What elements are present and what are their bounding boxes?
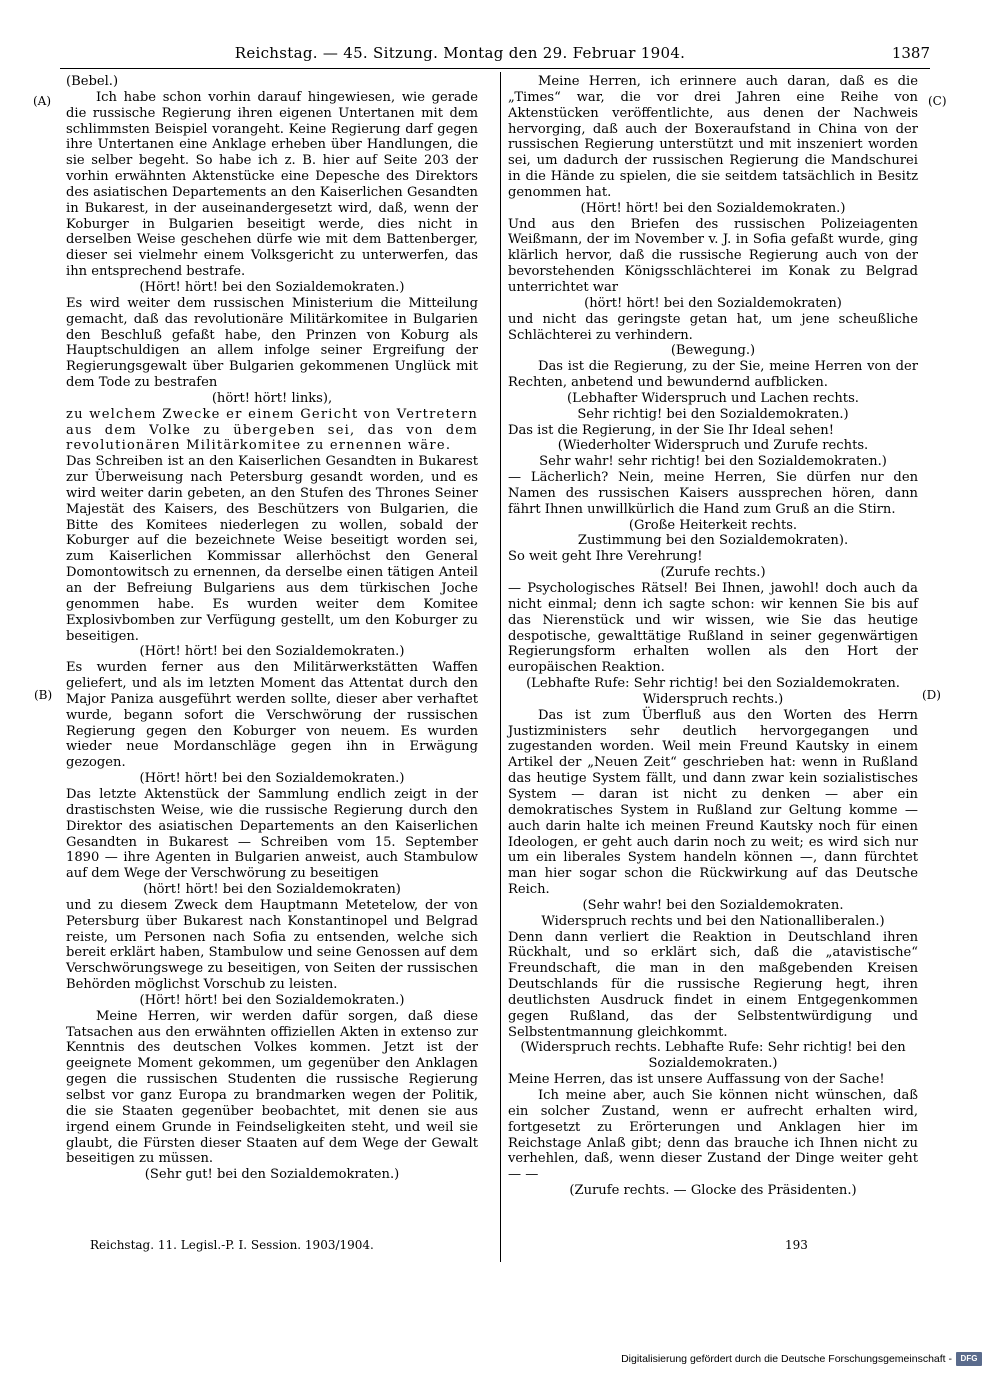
- interjection: (Wiederholter Widerspruch und Zurufe rechts.: [557, 438, 869, 454]
- paragraph: Das Schreiben ist an den Kaiserlichen Gesandten in Bukarest zur Überweisung nach Petersburg gesandt worden, und es wird weiter darin gebeten, an den Stufen des Thrones Seiner Majestät des Kaisers, des Beschützers von Bulgarien, die Bitte des Komitees niederlegen zu wollen, sobald der Koburger auf die bezeichnete Weise beseitigt worden sei, zum Kaiserlichen Kommissar allerhöchst den General Domontowitsch zu ernennen, da derselbe einen tätigen Anteil an der Befreiung Bulgariens aus dem türkischen Joche genommen habe. Es wurden weiter dem Komitee Explosivbomben zur Verfügung gestellt, um den Koburger zu beseitigen.: [66, 454, 478, 644]
- column-divider: [500, 72, 501, 1262]
- interjection: (Sehr wahr! bei den Sozialdemokraten.: [582, 897, 844, 913]
- paragraph: Es wird weiter dem russischen Ministerium die Mitteilung gemacht, daß das revolutionäre Militärkomitee in Bulgarien den Beschluß gefaßt habe, den Prinzen von Koburg als Hauptschuldigen an allem infolge seiner Ergreifung der Regierungsgewalt über Bulgarien gekommenen Unglück mit dem Tode zu bestrafen: [66, 295, 478, 391]
- paragraph: Es wurden ferner aus den Militärwerkstätten Waffen geliefert, und als im letzten Moment das Attentat durch den Major Paniza ausgeführt werden sollte, dieser aber verhaftet wurde, begann sofort die Verschwörung der russischen Regierung gegen den Koburger von neuem. Es wurden wieder neue Mordanschläge gegen ihn in Erwägung gezogen.: [66, 660, 478, 771]
- dfg-logo: DFG: [956, 1352, 982, 1366]
- footer-session-note: Reichstag. 11. Legisl.-P. I. Session. 1903/1904.: [90, 1238, 374, 1252]
- interjection: (Lebhafter Widerspruch und Lachen rechts.: [567, 390, 859, 406]
- right-column: [508, 74, 918, 1199]
- footer-signature: 193: [785, 1238, 808, 1252]
- paragraph: Das ist die Regierung, in der Sie Ihr Ideal sehen!: [508, 422, 834, 438]
- paragraph: Denn dann verliert die Reaktion in Deutschland ihren Rückhalt, und so erklärt sich, daß die „atavistische“ Freundschaft, die man in den maßgebenden Kreisen Deutschlands für die russische Regierung hegt, ihren deutlichsten Ausdruck findet in einem Entgegenkommen gegen Rußland, das der Selbstentwürdigung und Selbstentmannung gleichkommt.: [508, 929, 918, 1040]
- running-header: [60, 44, 930, 70]
- paragraph: zu welchem Zwecke er einem Gericht von Vertretern aus dem Volke zu übergeben sei, das von dem revolutionären Militärkomitee zu ernennen wäre.: [66, 406, 478, 454]
- interjection: (Sehr gut! bei den Sozialdemokraten.): [144, 1167, 400, 1183]
- dfg-funding-note: [621, 1352, 982, 1366]
- interjection: (Lebhafte Rufe: Sehr richtig! bei den Sozialdemokraten.: [526, 676, 900, 692]
- interjection: (Hört! hört! bei den Sozialdemokraten.): [580, 200, 846, 216]
- paragraph: Meine Herren, wir werden dafür sorgen, daß diese Tatsachen aus den erwähnten offiziellen Akten in extenso zur Kenntnis des deutschen Volkes kommen. Jetzt ist der geeignete Moment gekommen, um gegenüber den Anklagen gegen die russischen Studenten die russische Regierung selbst vor ganz Europa zu brandmarken wegen der Politik, die sie Staaten gegenüber beobachtet, mit denen sie aus irgend einem Grunde in Feindseligkeiten steht, und weil sie glaubt, die Fürsten dieser Staaten auf dem Wege der Gewalt beseitigen zu müssen.: [66, 1008, 478, 1167]
- interjection: Widerspruch rechts und bei den Nationalliberalen.): [541, 913, 885, 929]
- paragraph: Das letzte Aktenstück der Sammlung endlich zeigt in der drastischsten Weise, wie die russische Regierung durch den Direktor des asiatischen Departements an den Kaiserlichen Gesandten in Bukarest — Schreiben vom 15. September 1890 — ihre Agenten in Bulgarien anweist, auch Stambulow auf dem Wege der Verschwörung zu beseitigen: [66, 786, 478, 882]
- interjection: (Hört! hört! bei den Sozialdemokraten.): [139, 279, 405, 295]
- interjection: (Hört! hört! bei den Sozialdemokraten.): [139, 771, 405, 787]
- interjection: (hört! hört! bei den Sozialdemokraten): [584, 295, 842, 311]
- interjection: (Widerspruch rechts. Lebhafte Rufe: Sehr richtig! bei den Sozialdemokraten.): [520, 1040, 906, 1072]
- interjection: Sehr wahr! sehr richtig! bei den Sozialdemokraten.): [539, 454, 887, 470]
- interjection: Sehr richtig! bei den Sozialdemokraten.): [577, 406, 849, 422]
- paragraph: Ich habe schon vorhin darauf hingewiesen, wie gerade die russische Regierung ihren eigenen Untertanen mit dem schlimmsten Beispiel vorangeht. Keine Regierung darf gegen ihre Untertanen eine Anklage erheben über Handlungen, die sie selber begeht. So habe ich z. B. hier auf Seite 203 der vorhin erwähnten Aktenstücke eine Depesche des Direktors des asiatischen Departements an den Kaiserlichen Gesandten in Bukarest, in der auseinandergesetzt wird, daß, wenn der Koburger in Bulgarien beseitigt werde, dies nicht in derselben Weise geschehen dürfe wie mit dem Battenberger, dieser sei vielmehr einem Volksgericht zu unterwerfen, das ihn entsprechend bestrafe.: [66, 89, 478, 280]
- paragraph: Das ist die Regierung, zu der Sie, meine Herren von der Rechten, anbetend und bewundernd aufblicken.: [508, 359, 918, 391]
- paragraph: und nicht das geringste getan hat, um jene scheußliche Schlächterei zu verhindern.: [508, 311, 918, 343]
- interjection: (hört! hört! bei den Sozialdemokraten): [143, 882, 401, 898]
- interjection: Zustimmung bei den Sozialdemokraten).: [577, 533, 849, 549]
- interjection: (Bewegung.): [670, 343, 756, 359]
- paragraph: Ich meine aber, auch Sie können nicht wünschen, daß ein solcher Zustand, wenn er aufrecht erhalten wird, fortgesetzt zu Erörterungen und Anklagen hier im Reichstage Anlaß gibt; denn das brauche ich Ihnen nicht zu verhehlen, daß, wenn dieser Zustand der Dinge weiter geht — —: [508, 1088, 918, 1183]
- margin-mark-d: (D): [922, 688, 941, 702]
- running-head-title: Reichstag. — 45. Sitzung. Montag den 29. Februar 1904.: [234, 44, 686, 62]
- margin-mark-c: (C): [928, 94, 947, 108]
- header-rule: [60, 68, 930, 69]
- paragraph: — Psychologisches Rätsel! Bei Ihnen, jawohl! doch auch da nicht einmal; denn ich sagte schon: wir kennen Sie bis auf das Nierenstück und wir wissen, wie Sie das heutige despotische, gewalttätige Rußland in seiner gegenwärtigen Regierungsform erhalten wollen als den Hort der europäischen Reaktion.: [508, 581, 918, 676]
- paragraph: und zu diesem Zweck dem Hauptmann Metetelow, der von Petersburg über Bukarest nach Konstantinopel und Belgrad reiste, um Personen nach Sofia zu entsenden, welche sich bereit erklärt haben, Stambulow und seine Genossen auf dem Verschwörungswege zu beseitigen, von Seiten der russischen Behörden möglichst Vorschub zu leisten.: [66, 897, 478, 993]
- interjection: Widerspruch rechts.): [642, 691, 784, 707]
- paragraph: Meine Herren, das ist unsere Auffassung von der Sache!: [508, 1072, 885, 1088]
- interjection: (Große Heiterkeit rechts.: [628, 517, 798, 533]
- dfg-funding-text: Digitalisierung gefördert durch die Deutsche Forschungsgemeinschaft -: [621, 1353, 952, 1365]
- interjection: (Zurufe rechts. — Glocke des Präsidenten.): [569, 1183, 857, 1199]
- paragraph: So weit geht Ihre Verehrung!: [508, 549, 703, 565]
- left-column: [66, 74, 478, 1183]
- speaker-name: (Bebel.): [66, 74, 119, 89]
- paragraph: — Lächerlich? Nein, meine Herren, Sie dürfen nur den Namen des russischen Kaisers aussprechen hören, dann fährt Ihnen unwillkürlich die Hand zum Gruß an die Stirn.: [508, 470, 918, 517]
- margin-mark-b: (B): [34, 688, 53, 702]
- interjection: (Zurufe rechts.): [660, 565, 766, 581]
- interjection: (Hört! hört! bei den Sozialdemokraten.): [139, 992, 405, 1008]
- paragraph: Das ist zum Überfluß aus den Worten des Herrn Justizministers sehr deutlich hervorgegangen und zugestanden worden. Weil mein Freund Kautsky in einem Artikel der „Neuen Zeit“ geschrieben hat: wenn in Rußland das heutige System fällt, und dann zwar kein sozialistisches System — daran ist nicht zu denken — aber ein demokratisches System in Rußland zur Geltung komme — auch darin halte ich meinen Freund Kautsky noch für einen Ideologen, er geht auch darin noch zu weit; es wird sich nur um ein liberales System handeln können —, dann fürchtet man hier sogar schon die Rückwirkung auf das Deutsche Reich.: [508, 707, 918, 898]
- interjection: (Hört! hört! bei den Sozialdemokraten.): [139, 644, 405, 660]
- paragraph: Und aus den Briefen des russischen Polizeiagenten Weißmann, der im November v. J. in Sofia gefaßt wurde, ging klärlich hervor, daß die russische Regierung auch von der bevorstehenden Königsschlächterei im Konak zu Belgrad unterrichtet war: [508, 216, 918, 295]
- paragraph: Meine Herren, ich erinnere auch daran, daß es die „Times“ war, die vor drei Jahren eine Reihe von Aktenstücken veröffentlichte, aus denen der Nachweis hervorging, daß auch der Boxeraufstand in China von der russischen Regierung unterstützt und mit inszeniert worden sei, um dadurch der russischen Regierung die Mandschurei in die Hände zu spielen, die sie seitdem tatsächlich in Besitz genommen hat.: [508, 74, 918, 200]
- page-number: 1387: [891, 44, 930, 62]
- margin-mark-a: (A): [33, 94, 52, 108]
- interjection: (hört! hört! links),: [211, 390, 333, 406]
